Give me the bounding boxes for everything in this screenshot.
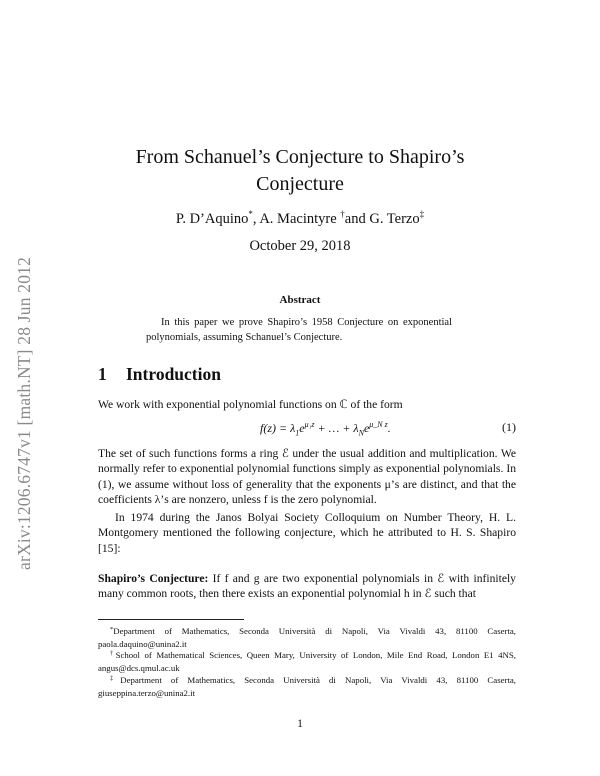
intro-paragraph-1: We work with exponential polynomial functions on ℂ of the form (98, 398, 403, 411)
footnote-marker[interactable]: † (340, 209, 345, 219)
equation-formula: $f(z) = \lambda_1e^{\mu_1z}$ + … + $\lambda_Ne^{\mu\_N z}$. (260, 420, 391, 438)
arxiv-stamp: arXiv:1206.6747v1 [math.NT] 28 Jun 2012 (14, 256, 34, 570)
abstract-heading: Abstract (279, 294, 321, 306)
section-heading (98, 364, 221, 385)
conjecture-text: If f and g are two exponential polynomials in ℰ with infinitely many common roots, then there exists an exponential polynomial h in ℰ such that (98, 572, 516, 601)
page-number: 1 (297, 717, 303, 730)
footnote-text: Department of Mathematics, Seconda Università di Napoli, Via Vivaldi 43, 81100 Caserta, paola.daquino@unina2.it (98, 626, 516, 649)
footnote-3 (98, 673, 516, 699)
footnote-1 (98, 624, 516, 650)
section-title: Introduction (126, 364, 221, 384)
author-name: P. D’Aquino (175, 210, 249, 227)
footnote-marker[interactable]: * (248, 209, 253, 219)
footnote-2 (98, 648, 516, 674)
title-line-1: From Schanuel’s Conjecture to Shapiro’s (135, 146, 465, 168)
author-name: and G. Terzo (344, 210, 420, 227)
footnote-marker: † (110, 650, 116, 657)
conjecture-label: Shapiro’s Conjecture: (98, 572, 209, 585)
intro-paragraph-3: In 1974 during the Janos Bolyai Society Colloquium on Number Theory, H. L. Montgomery mentioned the following conjecture, which he attributed to H. S. Shapiro [15]: (98, 511, 516, 555)
footnote-text: Department of Mathematics, Seconda Università di Napoli, Via Vivaldi 43, 81100 Caserta, giuseppina.terzo@unina2.it (98, 675, 517, 698)
intro-paragraph-2: The set of such functions forms a ring ℰ under the usual addition and multiplication. We normally refer to exponential polynomial functions simply as exponential polynomials. In (1), we assume without loss of generality that the exponents μ’s are distinct, and that the coefficients λ’s are nonzero, unless f is the zero polynomial. (98, 447, 516, 507)
footnote-marker[interactable]: ‡ (419, 209, 425, 219)
title-line-2: Conjecture (256, 173, 344, 195)
footnote-divider (98, 619, 244, 620)
footnote-marker: * (110, 626, 114, 633)
author-name: , A. Macintyre (252, 210, 341, 227)
paper-date: October 29, 2018 (249, 238, 351, 254)
equation-number: (1) (502, 420, 516, 434)
author-list (100, 209, 500, 228)
footnote-text: School of Mathematical Sciences, Queen Mary, University of London, Mile End Road, London E1 4NS, angus@dcs.qmul.ac.uk (98, 650, 516, 673)
abstract-text: In this paper we prove Shapiro’s 1958 Conjecture on exponential polynomials, assuming Schanuel’s Conjecture. (146, 317, 452, 343)
equation-1 (98, 420, 516, 438)
section-number: 1 (98, 364, 107, 384)
shapiro-conjecture-paragraph (98, 571, 516, 602)
footnote-marker: ‡ (110, 675, 121, 682)
paper-title (100, 144, 500, 198)
